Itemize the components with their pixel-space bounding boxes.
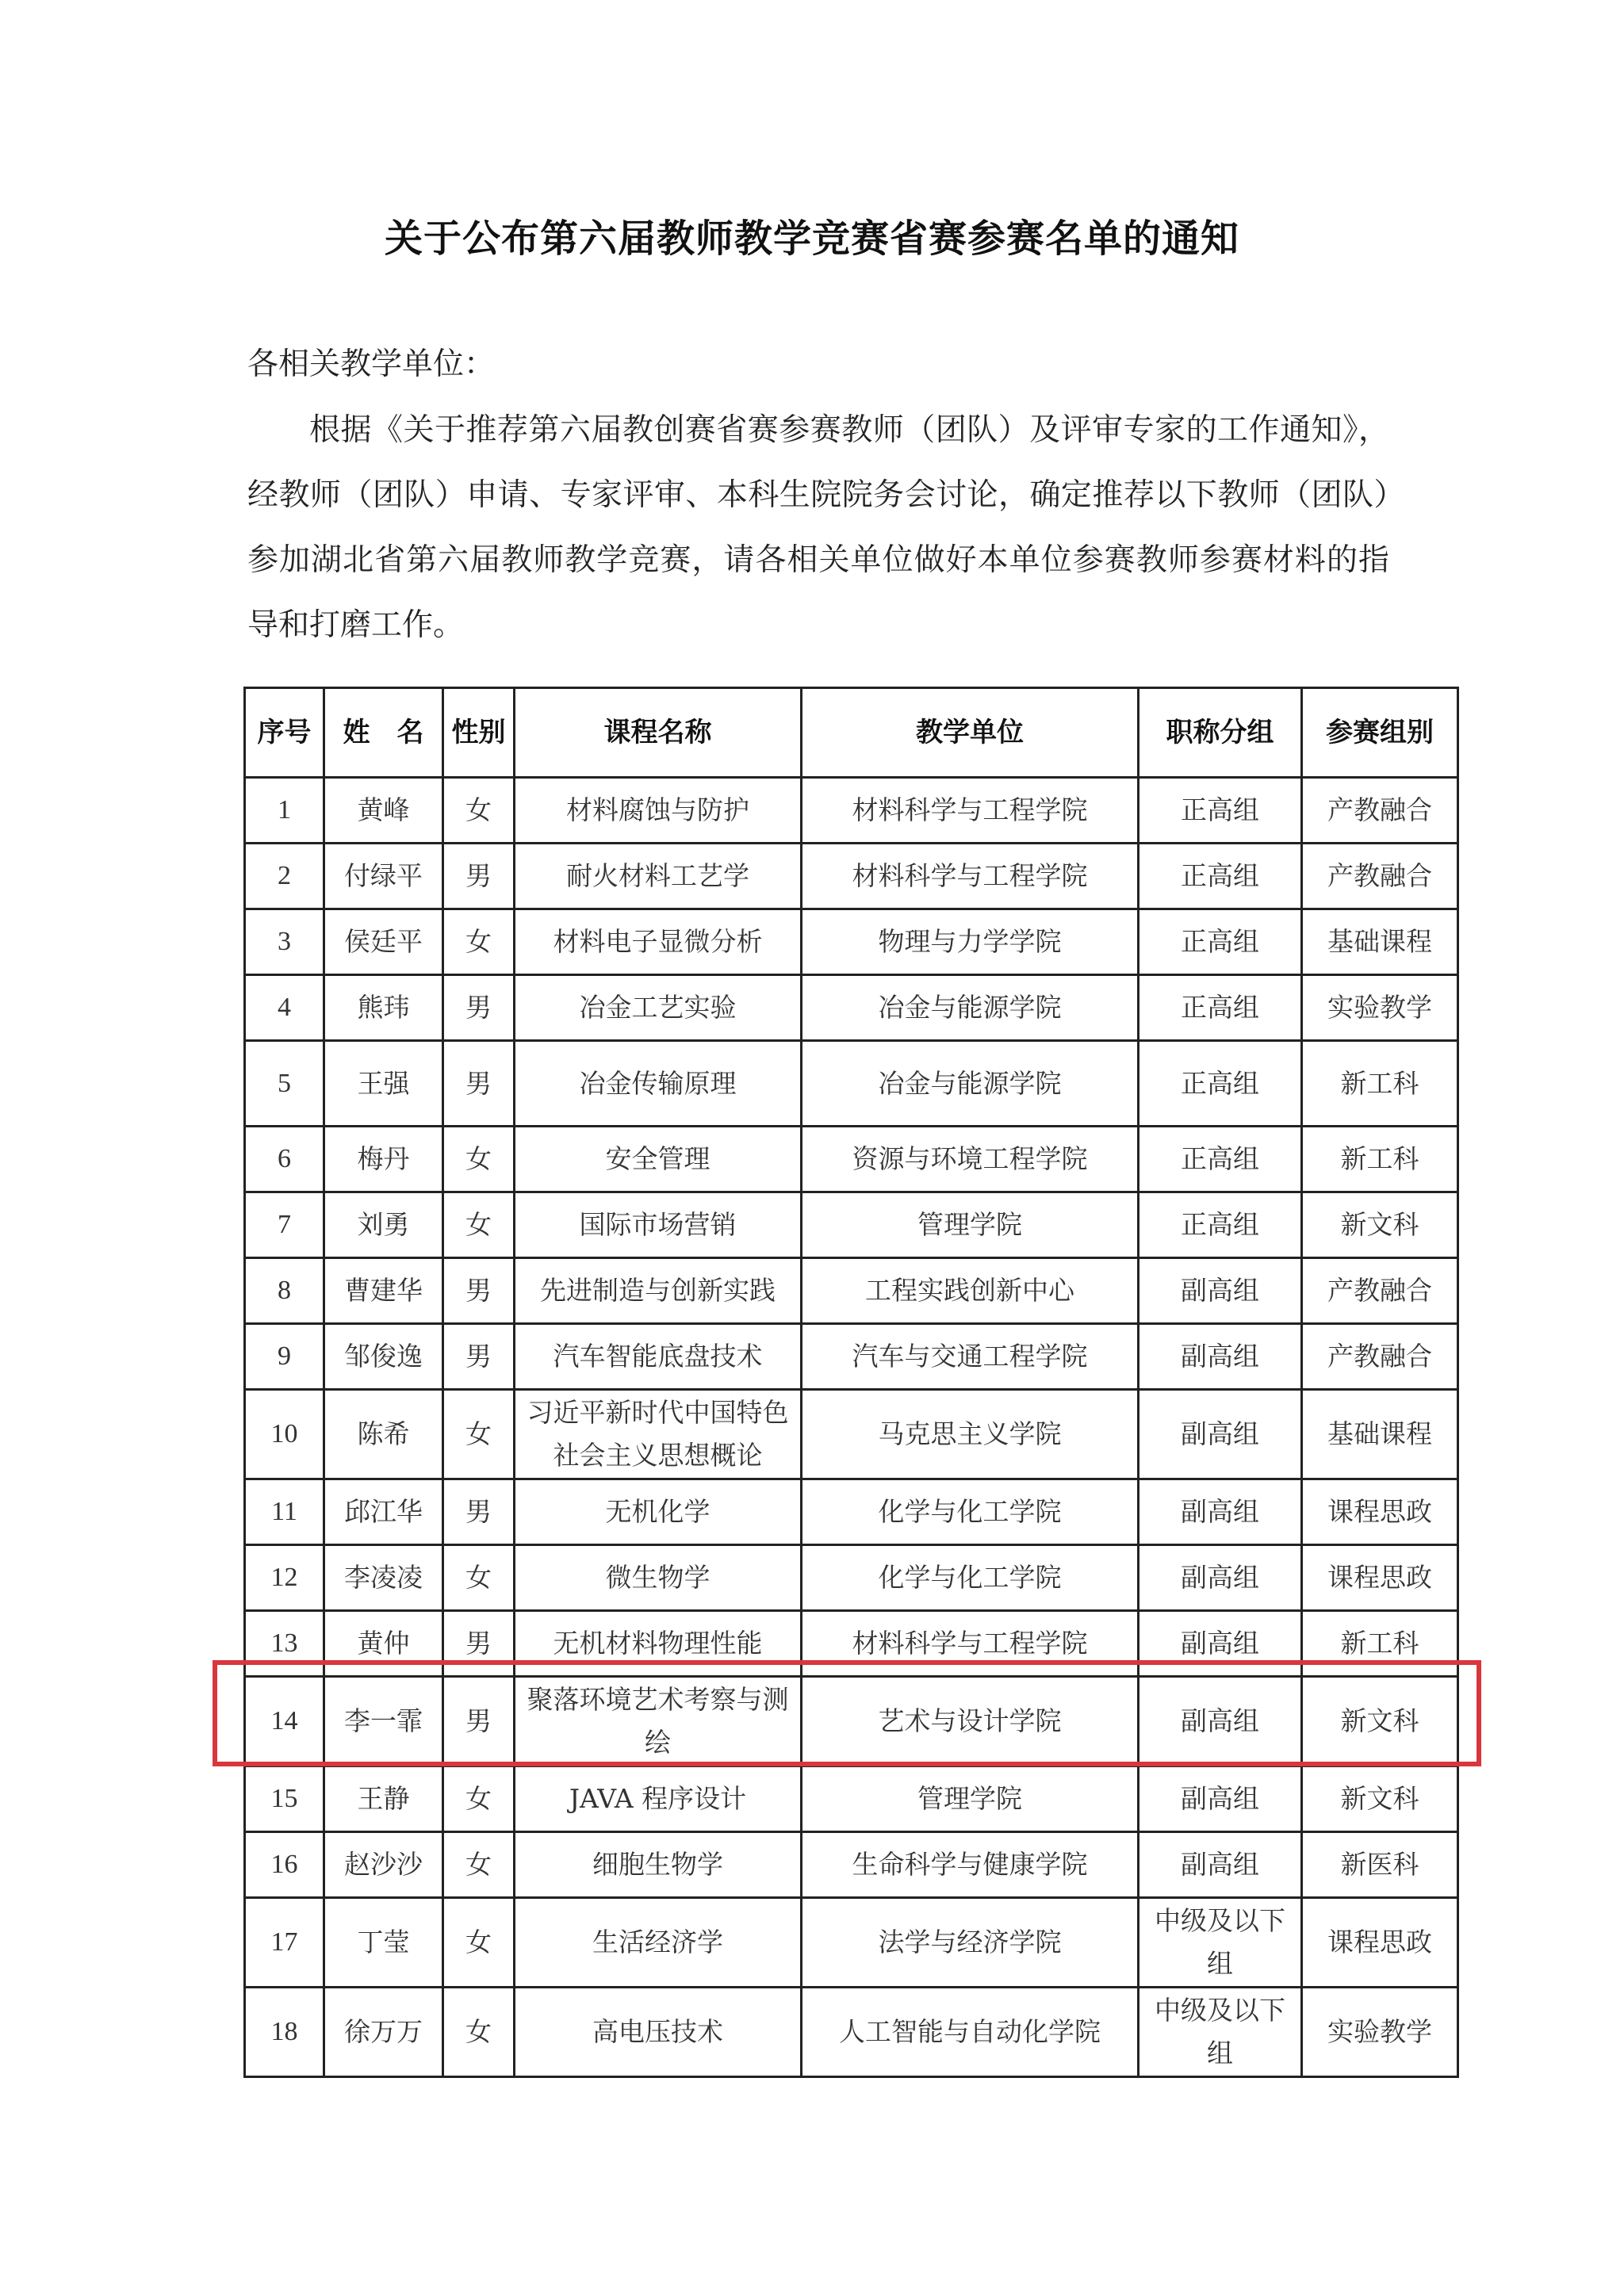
cell-course: 先进制造与创新实践 [515, 1258, 802, 1324]
cell-course: 安全管理 [515, 1127, 802, 1192]
header-gender: 性别 [443, 688, 515, 778]
cell-index: 4 [245, 975, 324, 1041]
cell-gender: 男 [443, 1611, 515, 1677]
cell-index: 16 [245, 1832, 324, 1898]
cell-index: 7 [245, 1192, 324, 1258]
cell-index: 11 [245, 1479, 324, 1545]
cell-unit: 人工智能与自动化学院 [802, 1988, 1139, 2077]
cell-category: 新工科 [1302, 1611, 1458, 1677]
cell-course: 生活经济学 [515, 1898, 802, 1988]
cell-category: 新文科 [1302, 1677, 1458, 1766]
cell-unit: 冶金与能源学院 [802, 975, 1139, 1041]
cell-course: 细胞生物学 [515, 1832, 802, 1898]
cell-name: 徐万万 [324, 1988, 443, 2077]
table-row [245, 1545, 1458, 1611]
header-index: 序号 [245, 688, 324, 778]
cell-index: 1 [245, 778, 324, 844]
cell-unit: 材料科学与工程学院 [802, 844, 1139, 909]
table-row [245, 1041, 1458, 1127]
document-title: 关于公布第六届教师教学竞赛省赛参赛名单的通知 [384, 216, 1239, 261]
cell-course: JAVA 程序设计 [515, 1766, 802, 1832]
cell-name: 王静 [324, 1766, 443, 1832]
cell-course: 冶金传输原理 [515, 1041, 802, 1127]
cell-course: 高电压技术 [515, 1988, 802, 2077]
cell-gender: 女 [443, 1545, 515, 1611]
cell-title-group: 正高组 [1139, 975, 1302, 1041]
cell-unit: 生命科学与健康学院 [802, 1832, 1139, 1898]
cell-category: 新工科 [1302, 1127, 1458, 1192]
cell-course: 国际市场营销 [515, 1192, 802, 1258]
cell-index: 17 [245, 1898, 324, 1988]
body-paragraph: 根据《关于推荐第六届教创赛省赛参赛教师（团队）及评审专家的工作通知》，经教师（团队）申请、专家评审、本科生院院务会讨论，确定推荐以下教师（团队）参加湖北省第六届教师教学竞赛，请各相关单位做好本单位参赛教师参赛材料的指导和打磨工作。 [247, 412, 1389, 643]
cell-gender: 女 [443, 1766, 515, 1832]
cell-name: 李一霏 [324, 1677, 443, 1766]
table-row [245, 844, 1458, 909]
cell-course: 材料腐蚀与防护 [515, 778, 802, 844]
cell-unit: 资源与环境工程学院 [802, 1127, 1139, 1192]
cell-index: 9 [245, 1324, 324, 1390]
cell-course: 冶金工艺实验 [515, 975, 802, 1041]
cell-index: 15 [245, 1766, 324, 1832]
cell-title-group: 副高组 [1139, 1611, 1302, 1677]
cell-index: 12 [245, 1545, 324, 1611]
cell-name: 黄峰 [324, 778, 443, 844]
cell-category: 课程思政 [1302, 1545, 1458, 1611]
cell-unit: 冶金与能源学院 [802, 1041, 1139, 1127]
cell-title-group: 正高组 [1139, 844, 1302, 909]
cell-title-group: 正高组 [1139, 1127, 1302, 1192]
cell-category: 课程思政 [1302, 1479, 1458, 1545]
cell-index: 6 [245, 1127, 324, 1192]
cell-title-group: 副高组 [1139, 1766, 1302, 1832]
cell-index: 5 [245, 1041, 324, 1127]
cell-index: 3 [245, 909, 324, 975]
cell-category: 基础课程 [1302, 909, 1458, 975]
cell-title-group: 副高组 [1139, 1324, 1302, 1390]
cell-gender: 女 [443, 909, 515, 975]
salutation: 各相关教学单位： [247, 346, 496, 382]
table-body [245, 778, 1458, 2077]
cell-index: 14 [245, 1677, 324, 1766]
cell-index: 2 [245, 844, 324, 909]
cell-gender: 女 [443, 1390, 515, 1479]
cell-gender: 女 [443, 1127, 515, 1192]
cell-name: 黄仲 [324, 1611, 443, 1677]
cell-name: 侯廷平 [324, 909, 443, 975]
cell-name: 丁莹 [324, 1898, 443, 1988]
cell-unit: 汽车与交通工程学院 [802, 1324, 1139, 1390]
table-row [245, 1677, 1458, 1766]
cell-unit: 法学与经济学院 [802, 1898, 1139, 1988]
cell-category: 实验教学 [1302, 975, 1458, 1041]
cell-unit: 管理学院 [802, 1192, 1139, 1258]
cell-category: 实验教学 [1302, 1988, 1458, 2077]
header-name: 姓 名 [324, 688, 443, 778]
header-course: 课程名称 [515, 688, 802, 778]
cell-title-group: 副高组 [1139, 1545, 1302, 1611]
cell-title-group: 副高组 [1139, 1258, 1302, 1324]
table-row [245, 1479, 1458, 1545]
cell-name: 邱江华 [324, 1479, 443, 1545]
table-row [245, 1611, 1458, 1677]
table-row [245, 778, 1458, 844]
cell-gender: 女 [443, 778, 515, 844]
cell-name: 李凌凌 [324, 1545, 443, 1611]
cell-category: 产教融合 [1302, 1324, 1458, 1390]
cell-course: 无机化学 [515, 1479, 802, 1545]
cell-course: 材料电子显微分析 [515, 909, 802, 975]
cell-name: 王强 [324, 1041, 443, 1127]
cell-category: 新文科 [1302, 1192, 1458, 1258]
cell-gender: 男 [443, 1258, 515, 1324]
cell-gender: 男 [443, 844, 515, 909]
cell-name: 赵沙沙 [324, 1832, 443, 1898]
cell-name: 曹建华 [324, 1258, 443, 1324]
cell-course: 习近平新时代中国特色社会主义思想概论 [515, 1390, 802, 1479]
cell-title-group: 正高组 [1139, 778, 1302, 844]
cell-title-group: 正高组 [1139, 1192, 1302, 1258]
cell-category: 基础课程 [1302, 1390, 1458, 1479]
cell-index: 10 [245, 1390, 324, 1479]
cell-category: 新文科 [1302, 1766, 1458, 1832]
cell-gender: 女 [443, 1832, 515, 1898]
cell-gender: 女 [443, 1898, 515, 1988]
cell-category: 产教融合 [1302, 778, 1458, 844]
participant-table [243, 687, 1459, 2078]
table-row [245, 1988, 1458, 2077]
cell-name: 梅丹 [324, 1127, 443, 1192]
table-row [245, 1898, 1458, 1988]
cell-category: 产教融合 [1302, 844, 1458, 909]
table-row [245, 975, 1458, 1041]
cell-title-group: 副高组 [1139, 1832, 1302, 1898]
cell-gender: 男 [443, 1324, 515, 1390]
table-header-row [245, 688, 1458, 778]
cell-gender: 男 [443, 1479, 515, 1545]
header-category: 参赛组别 [1302, 688, 1458, 778]
table-row [245, 1192, 1458, 1258]
cell-name: 陈希 [324, 1390, 443, 1479]
cell-unit: 工程实践创新中心 [802, 1258, 1139, 1324]
table-row [245, 1258, 1458, 1324]
cell-gender: 男 [443, 975, 515, 1041]
cell-title-group: 中级及以下组 [1139, 1898, 1302, 1988]
cell-course: 微生物学 [515, 1545, 802, 1611]
cell-gender: 男 [443, 1677, 515, 1766]
table-row [245, 1832, 1458, 1898]
cell-unit: 管理学院 [802, 1766, 1139, 1832]
cell-title-group: 正高组 [1139, 909, 1302, 975]
cell-category: 课程思政 [1302, 1898, 1458, 1988]
cell-title-group: 副高组 [1139, 1390, 1302, 1479]
cell-course: 耐火材料工艺学 [515, 844, 802, 909]
cell-category: 新工科 [1302, 1041, 1458, 1127]
cell-title-group: 正高组 [1139, 1041, 1302, 1127]
cell-category: 新医科 [1302, 1832, 1458, 1898]
cell-unit: 马克思主义学院 [802, 1390, 1139, 1479]
cell-category: 产教融合 [1302, 1258, 1458, 1324]
cell-index: 8 [245, 1258, 324, 1324]
header-unit: 教学单位 [802, 688, 1139, 778]
table-row [245, 909, 1458, 975]
cell-course: 聚落环境艺术考察与测绘 [515, 1677, 802, 1766]
cell-index: 13 [245, 1611, 324, 1677]
cell-unit: 物理与力学学院 [802, 909, 1139, 975]
table-row [245, 1127, 1458, 1192]
table-row [245, 1766, 1458, 1832]
header-title-group: 职称分组 [1139, 688, 1302, 778]
cell-unit: 化学与化工学院 [802, 1479, 1139, 1545]
cell-unit: 材料科学与工程学院 [802, 1611, 1139, 1677]
cell-unit: 化学与化工学院 [802, 1545, 1139, 1611]
cell-gender: 女 [443, 1192, 515, 1258]
cell-gender: 女 [443, 1988, 515, 2077]
cell-name: 付绿平 [324, 844, 443, 909]
cell-title-group: 副高组 [1139, 1479, 1302, 1545]
cell-title-group: 中级及以下组 [1139, 1988, 1302, 2077]
table-row [245, 1324, 1458, 1390]
cell-course: 汽车智能底盘技术 [515, 1324, 802, 1390]
cell-unit: 材料科学与工程学院 [802, 778, 1139, 844]
cell-gender: 男 [443, 1041, 515, 1127]
cell-course: 无机材料物理性能 [515, 1611, 802, 1677]
cell-name: 刘勇 [324, 1192, 443, 1258]
cell-title-group: 副高组 [1139, 1677, 1302, 1766]
cell-name: 邹俊逸 [324, 1324, 443, 1390]
cell-name: 熊玮 [324, 975, 443, 1041]
cell-unit: 艺术与设计学院 [802, 1677, 1139, 1766]
table-row [245, 1390, 1458, 1479]
cell-index: 18 [245, 1988, 324, 2077]
